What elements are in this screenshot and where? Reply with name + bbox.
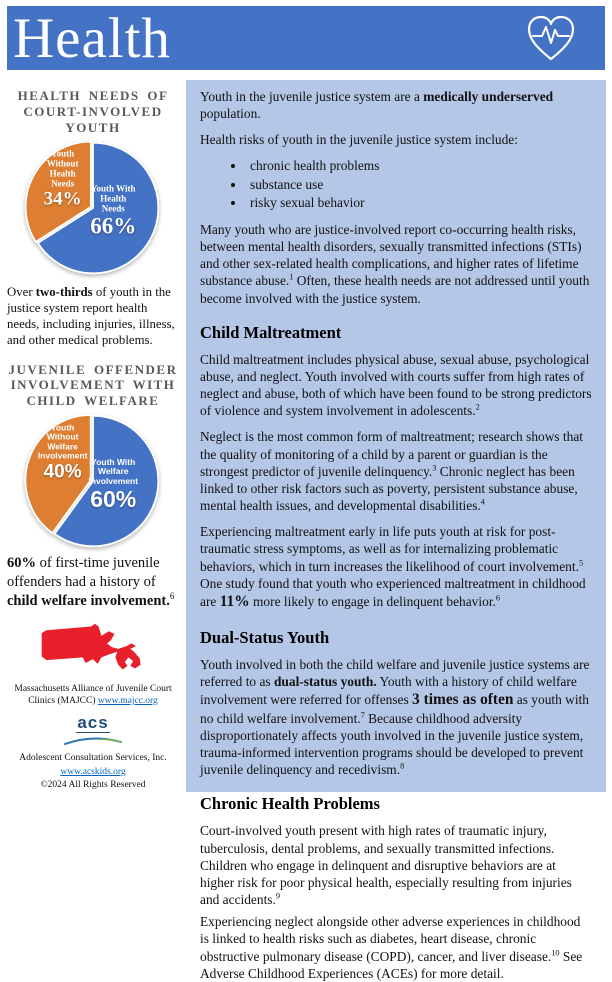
bullet-list [200,157,592,210]
paragraph: Experiencing maltreatment early in life puts youth at risk for post-traumatic stress symptoms, as well as for internalizing problematic behaviors, which in turn increases the likelihood of court involvement.$^5$ One study found that youth who experienced maltreatment in childhood are 11% more likely to engage in delinquent behavior.$^6$ [200,524,586,610]
pie-slice-label: Youth Without Welfare Involvement 40% [37,422,88,483]
acs-link[interactable]: www.acskids.org [60,766,126,777]
page-title: Health [13,6,171,70]
pie-chart-health-needs [24,139,162,277]
main-content [186,80,606,981]
pie-slice-percent: 60% [90,486,137,513]
chart1-caption: Over two-thirds of youth in the justice system report health needs, including injuries, illness, and other medical problems. [7,284,175,348]
pie-slice-label: Youth With Health Needs 66% [90,183,137,239]
paragraph: Many youth who are justice-involved report co-occurring health risks, between mental health disorders, sexually transmitted infections (STIs) and other sex-related health complications, and higher rates of lifetime substance abuse.$^1$ Often, these health needs are not addressed until youth become involved with the justice system. [200,221,590,306]
acs-name: Adolescent Consultation Services, Inc. [19,753,167,764]
chart1-title: HEALTH NEEDS OF COURT-INVOLVED YOUTH [17,88,169,135]
acs-swoosh-icon [62,736,124,746]
paragraph: Youth in the juvenile justice system are a medically underserved population. [200,89,554,122]
bullet-item: • chronic health problems [246,157,592,174]
paragraph: Youth involved in both the child welfare and juvenile justice systems are referred to as dual-status youth. Youth with a history of child welfare involvement were referred for offenses 3 times as often as youth with no child welfare involvement.$^7$ Because childhood adversity disproportionately affects youth involved in the juvenile justice system, trauma-informed intervention programs should be developed to prevent juvenile delinquency and recedivism.$^8$ [200,656,590,778]
paragraph: Experiencing neglect alongside other adverse experiences in childhood is linked to health risks such as diabetes, heart disease, chronic obstructive pulmonary disease (COPD), cancer, and liver disease.$^{10}$ See Adverse Childhood Experiences (ACEs) for more detail. [200,914,583,981]
pie-slice-percent: 40% [43,461,82,483]
section-heading: Child Maltreatment [200,322,342,342]
pie-slice-label: Youth With Welfare Involvement 60% [88,456,139,513]
chart2-caption: 60% of first-time juvenile offenders had a history of child welfare involvement.$^6$ [7,555,175,609]
section-heading: Chronic Health Problems [200,794,380,814]
pie-slice-percent: 34% [43,188,82,210]
chart2-title: JUVENILE OFFENDER INVOLVEMENT WITH CHILD WELFARE [8,361,178,409]
paragraph: Neglect is the most common form of maltreatment; research shows that the quality of monitoring of a child by a parent or guardian is the strongest predictor of juvenile delinquency.$^3$ Chronic neglect has been linked to other risk factors such as poverty, persistent substance abuse, mental health issues, and developmental disabilities.$^4$ [200,429,584,514]
pie-chart-child-welfare [24,412,162,550]
copyright: ©2024 All Rights Reserved [40,780,146,791]
acs-logo [0,714,186,751]
pie-slice-percent: 66% [90,213,137,239]
paragraph: Child maltreatment includes physical abuse, sexual abuse, psychological abuse, and neglect. Youth involved with courts suffer from high rates of neglect and abuse, both of which have been found to be strong predictors of violence and system involvement in adolescents.$^2$ [200,351,592,419]
header-banner [7,6,605,70]
link[interactable]: www.majcc.org [97,695,158,706]
massachusetts-map [0,619,186,682]
pie-slice-label: Youth Without Health Needs 34% [43,148,82,210]
bullet-item: • substance use [246,176,592,193]
acs-logo-text: acs [77,713,109,733]
bullet-item: • risky sexual behavior [246,194,592,211]
paragraph: Health risks of youth in the juvenile justice system include: [200,132,518,148]
paragraph: Court-involved youth present with high rates of traumatic injury, tuberculosis, dental problems, and sexually transmitted infections. Children who engage in delinquent and disruptive behaviors are at higher risk for poor physical health, especially resulting from injuries and accidents.$^9$ [200,823,572,908]
sidebar [0,78,186,792]
heartbeat-icon [525,15,577,68]
majcc-credit: Massachusetts Alliance of Juvenile Court Clinics (MAJCC) www.majcc.org [14,683,172,706]
section-heading: Dual-Status Youth [200,627,330,647]
